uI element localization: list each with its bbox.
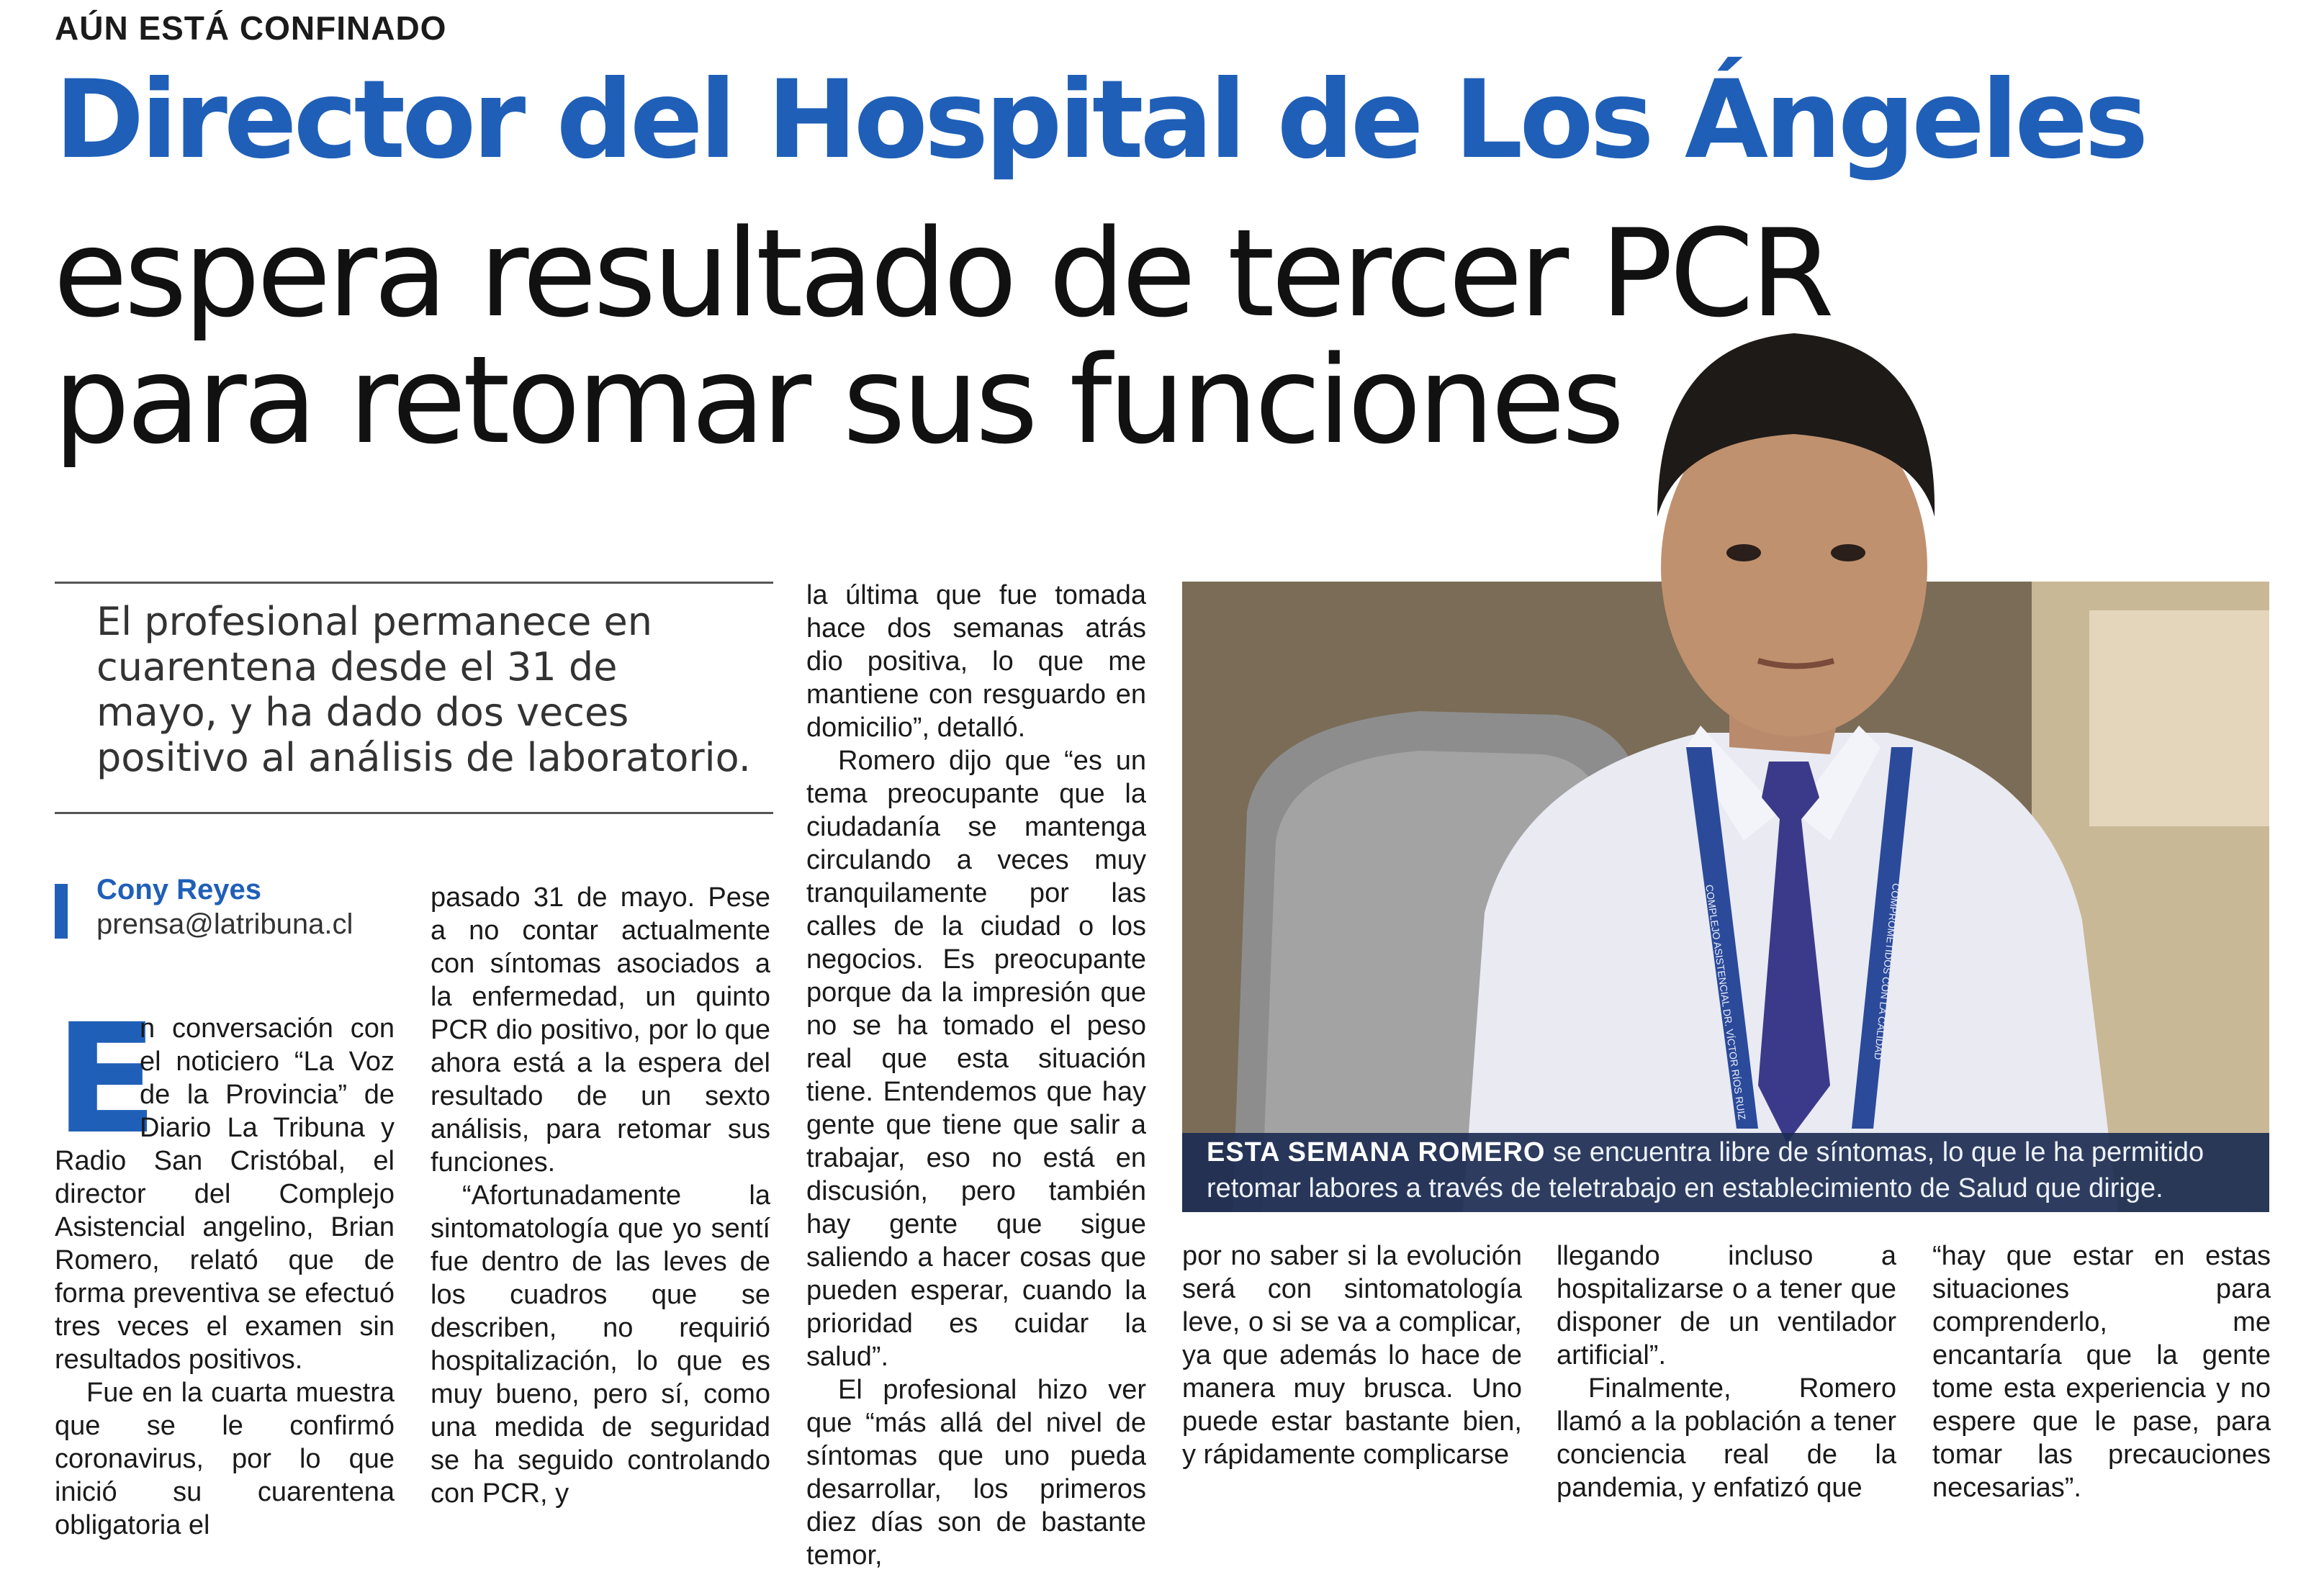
drop-cap: E (55, 991, 158, 1167)
lead-line: positivo al análisis de laboratorio. (96, 735, 751, 780)
headline-line: para retomar sus funciones (53, 330, 1621, 471)
lead-line: El profesional permanece en (96, 599, 652, 644)
paragraph: por no saber si la evolución será con sintomatología leve, o si se va a complicar, ya que además lo hace de manera muy brusca. Uno puede estar bastante bien, y rápidamente complicarse (1182, 1241, 1522, 1470)
column-6 (1932, 1239, 2271, 1503)
paragraph: Romero dijo que “es un tema preocupante que la ciudadanía se mantenga circulando a veces muy tranquilamente por las calles de la ciudad o los negocios. Es preocupante porque da la impresión que no se ha tomado el peso real que esta situación tiene. Entendemos que hay gente que tiene que salir a trabajar, eso no está en discusión, pero también hay gente que sigue saliendo a hacer cosas que pueden esperar, cuando la prioridad es cuidar la salud”. (806, 746, 1146, 1372)
paragraph: “hay que estar en estas situaciones para comprenderlo, me encantaría que la gente tome esta experiencia y no espere que le pase, para tomar las precauciones necesarias”. (1932, 1241, 2271, 1503)
paragraph: El profesional hizo ver que “más allá del nivel de síntomas que uno pueda desarrollar, los primeros diez días son de bastante temor, (806, 1375, 1146, 1571)
lead-summary (96, 599, 788, 780)
paragraph: Finalmente, Romero llamó a la población a tener conciencia real de la pandemia, y enfatizó que (1557, 1373, 1896, 1503)
byline-author: Cony Reyes (96, 874, 261, 905)
paragraph: pasado 31 de mayo. Pese a no contar actualmente con síntomas asociados a la enfermedad, un quinto PCR dio positivo, por lo que ahora está a la espera del resultado de un sexto análisis, para retomar sus funciones. (431, 882, 770, 1178)
byline-accent-bar (55, 884, 68, 939)
article-photo (1182, 582, 2269, 1212)
caption-text: se encuentra libre de síntomas, lo que le ha permitido retomar labores a través de teletrabajo en establecimiento de Salud que dirige. (1207, 1137, 2204, 1203)
headline-main: Director del Hospital de Los Ángeles (55, 58, 2145, 183)
paragraph: llegando incluso a hospitalizarse o a tener que disponer de un ventilador artificial”. (1557, 1241, 1896, 1370)
paragraph: “Afortunadamente la sintomatología que yo sentí fue dentro de las leves de los cuadros que se describen, no requirió hospitalización, lo que es muy bueno, pero sí, como una medida de seguridad se ha seguido controlando con PCR, y (431, 1180, 770, 1509)
paragraph: n conversación con el noticiero “La Voz de la Provincia” de Diario La Tribuna y Radio San Cristóbal, el director del Complejo Asistencial angelino, Brian Romero, relató que de forma preventiva se efectuó tres veces el examen sin resultados positivos. (55, 1013, 395, 1375)
paragraph: Fue en la cuarta muestra que se le confirmó coronavirus, por lo que inició su cuarentena obligatoria el (55, 1378, 395, 1540)
lead-line: mayo, y ha dado dos veces (96, 690, 629, 735)
lead-bottom-rule (55, 812, 773, 814)
lanyard-text-left: COMPLEJO ASISTENCIAL DR. VÍCTOR RÍOS RUIZ (1703, 884, 1748, 1121)
paragraph: la última que fue tomada hace dos semanas atrás dio positiva, lo que me mantiene con resguardo en domicilio”, detalló. (806, 580, 1146, 743)
photo-caption (1207, 1134, 2258, 1206)
column-1 (55, 991, 395, 1540)
headline-line: espera resultado de tercer PCR (53, 203, 1831, 344)
column-5 (1557, 1239, 1896, 1503)
headline-secondary (53, 203, 1831, 471)
column-3 (806, 579, 1146, 1571)
lead-top-rule (55, 582, 773, 584)
byline-email[interactable]: prensa@latribuna.cl (96, 908, 353, 940)
column-4 (1182, 1239, 1522, 1487)
column-2 (431, 881, 770, 1509)
caption-lead: ESTA SEMANA ROMERO (1207, 1137, 1546, 1167)
lanyard-text-right: COMPROMETIDOS CON LA CALIDAD (1872, 882, 1902, 1061)
kicker: AÚN ESTÁ CONFINADO (55, 9, 447, 47)
lead-line: cuarentena desde el 31 de (96, 644, 618, 690)
